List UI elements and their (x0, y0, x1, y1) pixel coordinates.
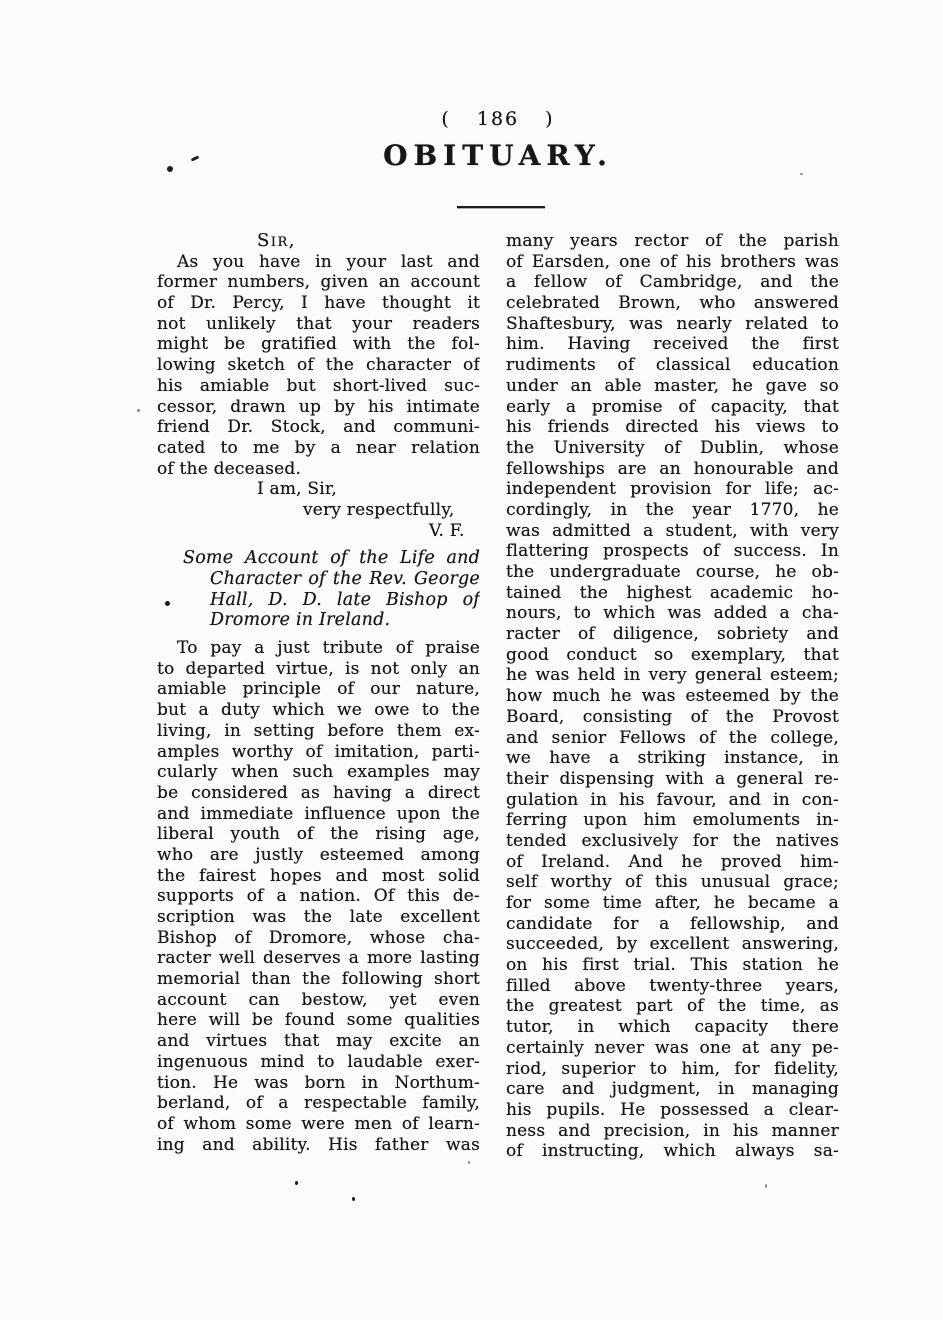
obituary-text-line: of Earsden, one of his brothers was (506, 251, 839, 272)
obituary-right-paragraph (506, 231, 839, 1162)
letter-body-line: might be gratified with the fol- (157, 334, 480, 355)
obituary-text-line: and immediate influence upon the (157, 803, 480, 824)
letter-closing-line: very respectfully, (303, 499, 455, 520)
obituary-text-line: ferring upon him emoluments in- (506, 810, 839, 831)
ink-blot (165, 601, 170, 606)
obituary-text-line: racter of diligence, sobriety and (506, 624, 839, 645)
obituary-text-line: the greatest part of the time, as (506, 996, 839, 1017)
obituary-text-line: riod, superior to him, for fidelity, (506, 1058, 839, 1079)
obituary-text-line: the fairest hopes and most solid (157, 865, 480, 886)
scan-speck (800, 173, 803, 175)
letter-salutation: Sir, (257, 231, 296, 251)
heading-line: Character of the Rev. George (210, 569, 480, 589)
page-number: ( 186 ) (441, 108, 555, 130)
obituary-text-line: the undergraduate course, he ob- (506, 562, 839, 582)
obituary-text-line: tion. He was born in Northum- (157, 1072, 480, 1093)
obituary-text-line: to departed virtue, is not only an (157, 658, 480, 679)
obituary-left-paragraph (157, 638, 480, 1155)
heading-line: Some Account of the Life and (183, 548, 480, 569)
letter-body-line: As you have in your last and (177, 251, 480, 272)
obituary-text-line: fellowships are an honourable and (506, 458, 839, 479)
title-divider-rule (457, 206, 545, 208)
page-header (157, 108, 839, 172)
scan-speck (295, 1181, 298, 1185)
obituary-text-line: and virtues that may excite an (157, 1031, 480, 1052)
obituary-text-line: but a duty which we owe to the (157, 700, 480, 721)
obituary-text-line: Shaftesbury, was nearly related to (506, 313, 839, 334)
obituary-text-line: of Ireland. And he proved him- (506, 851, 839, 872)
letter-body-line: his amiable but short-lived suc- (157, 375, 480, 396)
obituary-text-line: many years rector of the parish (506, 231, 839, 251)
obituary-text-line: Bishop of Dromore, whose cha- (157, 927, 480, 948)
page-title: OBITUARY. (383, 139, 613, 172)
obituary-text-line: tained the highest academic ho- (506, 582, 839, 603)
obituary-text-line: account can bestow, yet even (157, 989, 480, 1010)
obituary-text-line: amiable principle of our nature, (157, 679, 480, 700)
obituary-text-line: here will be found some qualities (157, 1010, 480, 1031)
obituary-text-line: of instructing, which always sa- (506, 1141, 839, 1162)
obituary-text-line: under an able master, he gave so (506, 375, 839, 396)
obituary-text-line: be considered as having a direct (157, 782, 480, 803)
obituary-text-line: ness and precision, in his manner (506, 1120, 839, 1141)
heading-line: Hall, D. D. late Bishop of (210, 589, 480, 610)
letter-body-line: lowing sketch of the character of (157, 355, 480, 376)
two-column-text (157, 231, 839, 1162)
left-column (157, 231, 480, 1162)
letter-closing-line: I am, Sir, (257, 479, 337, 500)
obituary-text-line: early a promise of capacity, that (506, 396, 839, 417)
scan-speck (468, 1161, 470, 1164)
letter-closing-line: V. F. (429, 520, 465, 541)
obituary-text-line: To pay a just tribute of praise (177, 638, 480, 659)
scan-speck (137, 409, 140, 412)
obituary-text-line: of whom some were men of learn- (157, 1113, 480, 1134)
obituary-text-line: on his first trial. This station he (506, 955, 839, 976)
obituary-text-line: independent provision for life; ac- (506, 479, 839, 500)
obituary-text-line: the University of Dublin, whose (506, 437, 839, 458)
letter-closing-block (157, 479, 480, 541)
obituary-text-line: ingenuous mind to laudable exer- (157, 1051, 480, 1072)
letter-body-line: friend Dr. Stock, and communi- (157, 417, 480, 438)
letter-body-line: cessor, drawn up by his intimate (157, 396, 480, 417)
obituary-text-line: their dispensing with a general re- (506, 768, 839, 789)
obituary-text-line: good conduct so exemplary, that (506, 644, 839, 665)
obituary-text-line: we have a striking instance, in (506, 748, 839, 769)
obituary-text-line: flattering prospects of success. In (506, 541, 839, 562)
obituary-text-line: memorial than the following short (157, 969, 480, 990)
obituary-text-line: cordingly, in the year 1770, he (506, 499, 839, 520)
obituary-text-line: tended exclusively for the natives (506, 830, 839, 851)
letter-body-line: not unlikely that your readers (157, 313, 480, 334)
heading-line: Dromore in Ireland. (210, 610, 391, 631)
obituary-text-line: celebrated Brown, who answered (506, 293, 839, 314)
letter-body-line: former numbers, given an account (157, 272, 480, 293)
obituary-text-line: berland, of a respectable family, (157, 1093, 480, 1114)
obituary-text-line: for some time after, he became a (506, 893, 839, 913)
obituary-text-line: care and judgment, in managing (506, 1079, 839, 1100)
obituary-text-line: cularly when such examples may (157, 762, 480, 783)
letter-body-paragraph (157, 252, 480, 480)
obituary-text-line: living, in setting before them ex- (157, 720, 480, 741)
obituary-text-line: and senior Fellows of the college, (506, 727, 839, 748)
scan-speck (765, 1184, 767, 1188)
obituary-section-heading (183, 548, 480, 631)
obituary-text-line: scription was the late excellent (157, 907, 480, 927)
obituary-text-line: certainly never was one at any pe- (506, 1037, 839, 1058)
obituary-text-line: rudiments of classical education (506, 355, 839, 376)
obituary-text-line: racter well deserves a more lasting (157, 948, 480, 969)
obituary-text-line: how much he was esteemed by the (506, 686, 839, 707)
obituary-text-line: liberal youth of the rising age, (157, 824, 480, 845)
obituary-text-line: gulation in his favour, and in con- (506, 789, 839, 810)
obituary-text-line: him. Having received the first (506, 334, 839, 355)
obituary-text-line: succeeded, by excellent answering, (506, 934, 839, 955)
obituary-text-line: his friends directed his views to (506, 417, 839, 438)
obituary-text-line: who are justly esteemed among (157, 844, 480, 865)
scan-speck (167, 166, 173, 172)
obituary-text-line: candidate for a fellowship, and (506, 913, 839, 934)
obituary-text-line: self worthy of this unusual grace; (506, 872, 839, 893)
obituary-text-line: a fellow of Cambridge, and the (506, 272, 839, 293)
obituary-text-line: tutor, in which capacity there (506, 1017, 839, 1038)
obituary-text-line: filled above twenty-three years, (506, 975, 839, 996)
obituary-text-line: Board, consisting of the Provost (506, 706, 839, 727)
obituary-text-line: he was held in very general esteem; (506, 665, 839, 686)
right-column (506, 231, 839, 1162)
scan-speck (352, 1197, 355, 1201)
obituary-text-line: ing and ability. His father was (157, 1134, 480, 1155)
obituary-text-line: was admitted a student, with very (506, 520, 839, 541)
obituary-text-line: nours, to which was added a cha- (506, 603, 839, 624)
letter-body-line: of Dr. Percy, I have thought it (157, 293, 480, 314)
letter-body-line: of the deceased. (157, 458, 302, 479)
obituary-text-line: amples worthy of imitation, parti- (157, 741, 480, 762)
letter-body-line: cated to me by a near relation (157, 437, 480, 458)
obituary-text-line: his pupils. He possessed a clear- (506, 1099, 839, 1120)
obituary-text-line: supports of a nation. Of this de- (157, 886, 480, 907)
